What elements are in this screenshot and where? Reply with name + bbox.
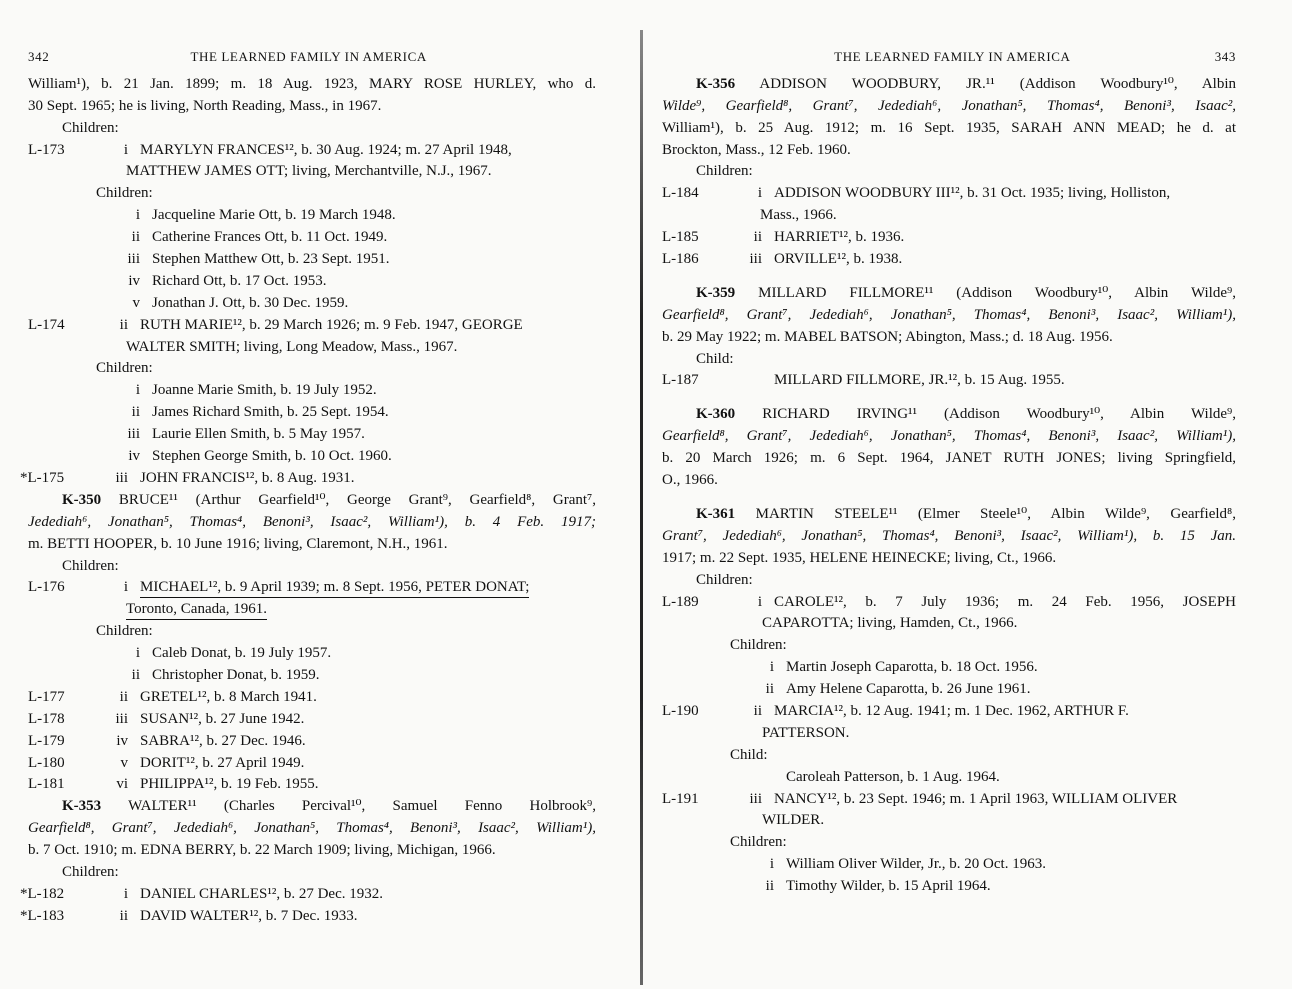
child-number: iii <box>749 790 762 807</box>
grandchild-item <box>28 380 596 402</box>
child-number: i <box>757 185 762 202</box>
entry-text: ADDISON WOODBURY III¹², b. 31 Oct. 1935; living, Holliston, <box>774 185 1171 202</box>
child-text: William Oliver Wilder, Jr., b. 20 Oct. 1963. <box>786 856 1046 873</box>
entry-text: SUSAN¹², b. 27 June 1942. <box>140 710 305 727</box>
children-label: Children: <box>96 185 153 202</box>
children-label: Children: <box>62 863 119 880</box>
family-id: K-360 <box>696 406 736 423</box>
grandchild-item <box>28 249 596 271</box>
text-line: William¹), b. 21 Jan. 1899; m. 18 Aug. 1923, MARY ROSE HURLEY, who d. <box>28 75 596 92</box>
child-number: i <box>123 141 128 158</box>
lineage-id: L-173 <box>28 141 65 158</box>
entry-text: WALTER SMITH; living, Long Meadow, Mass., 1967. <box>126 338 458 355</box>
child-text: Jacqueline Marie Ott, b. 19 March 1948. <box>152 207 396 224</box>
family-text: MARTIN STEELE¹¹ (Elmer Steele¹⁰, Albin Wilde⁹, Gearfield⁸, <box>755 505 1236 522</box>
child-number <box>662 767 786 789</box>
entry-text: DORIT¹², b. 27 April 1949. <box>140 754 305 771</box>
family-heading <box>28 796 596 818</box>
family-text: m. BETTI HOOPER, b. 10 June 1916; living, Claremont, N.H., 1961. <box>28 535 448 552</box>
grandchild-item <box>28 643 596 665</box>
child-number: iii <box>127 251 140 268</box>
lineage-id: *L-175 <box>20 469 65 486</box>
running-head: THE LEARNED FAMILY IN AMERICA <box>190 49 427 64</box>
child-number: i <box>123 579 128 596</box>
grandchild-item <box>662 657 1236 679</box>
lineage-entry <box>662 370 1236 392</box>
page-number: 342 <box>28 49 50 64</box>
child-number: ii <box>131 229 140 246</box>
child-text: Jonathan J. Ott, b. 30 Dec. 1959. <box>152 294 349 311</box>
grandchild-item <box>28 665 596 687</box>
entry-text: SABRA¹², b. 27 Dec. 1946. <box>140 732 306 749</box>
grandchild-item <box>662 854 1236 876</box>
lineage-id: L-185 <box>662 229 699 246</box>
lineage-id: L-181 <box>28 776 65 793</box>
family-text: Wilde⁹, Gearfield⁸, Grant⁷, Jedediah⁶, Jonathan⁵, Thomas⁴, Benoni³, Isaac², <box>662 97 1236 114</box>
entry-text: Mass., 1966. <box>760 207 837 224</box>
child-number: ii <box>119 316 128 333</box>
grandchild-item <box>28 446 596 468</box>
child-text: Joanne Marie Smith, b. 19 July 1952. <box>152 382 377 399</box>
children-label: Children: <box>730 637 787 654</box>
child-number: ii <box>131 666 140 683</box>
lineage-id: L-186 <box>662 251 699 268</box>
family-text: RICHARD IRVING¹¹ (Addison Woodbury¹⁰, Albin Wilde⁹, <box>762 406 1236 423</box>
lineage-entry <box>28 577 596 599</box>
entry-text: HARRIET¹², b. 1936. <box>774 229 905 246</box>
child-number: i <box>769 659 774 676</box>
children-label: Child: <box>696 350 734 367</box>
child-number: v <box>120 754 128 771</box>
entry-text: DANIEL CHARLES¹², b. 27 Dec. 1932. <box>140 885 383 902</box>
child-text: Amy Helene Caparotta, b. 26 June 1961. <box>786 681 1031 698</box>
child-text: Martin Joseph Caparotta, b. 18 Oct. 1956. <box>786 659 1038 676</box>
child-number: ii <box>765 878 774 895</box>
family-id: K-359 <box>696 284 736 301</box>
lineage-entry <box>662 227 1236 249</box>
child-number: ii <box>131 404 140 421</box>
children-label: Children: <box>62 119 119 136</box>
entry-text: DAVID WALTER¹², b. 7 Dec. 1933. <box>140 907 358 924</box>
child-number: ii <box>753 702 762 719</box>
lineage-entry <box>28 774 596 796</box>
children-label: Children: <box>62 557 119 574</box>
lineage-entry <box>662 592 1236 614</box>
child-text: James Richard Smith, b. 25 Sept. 1954. <box>152 404 389 421</box>
family-text: Gearfield⁸, Grant⁷, Jedediah⁶, Jonathan⁵, Thomas⁴, Benoni³, Isaac², William¹), <box>662 428 1236 445</box>
grandchild-item <box>28 402 596 424</box>
entry-text: PATTERSON. <box>762 724 850 741</box>
family-heading <box>662 74 1236 96</box>
child-number: iii <box>749 251 762 268</box>
entry-text: CAPAROTTA; living, Hamden, Ct., 1966. <box>762 615 1018 632</box>
child-number: i <box>135 382 140 399</box>
lineage-entry <box>28 315 596 337</box>
child-text: Stephen Matthew Ott, b. 23 Sept. 1951. <box>152 251 390 268</box>
child-number: i <box>123 885 128 902</box>
grandchild-item <box>662 679 1236 701</box>
entry-text: Toronto, Canada, 1961. <box>126 600 267 620</box>
family-text: Gearfield⁸, Grant⁷, Jedediah⁶, Jonathan⁵, Thomas⁴, Benoni³, Isaac², William¹), <box>28 820 596 837</box>
child-number: iii <box>115 710 128 727</box>
entry-text: PHILIPPA¹², b. 19 Feb. 1955. <box>140 776 319 793</box>
page-number: 343 <box>1214 49 1236 64</box>
running-head: THE LEARNED FAMILY IN AMERICA <box>834 49 1071 64</box>
lineage-entry <box>20 468 596 490</box>
child-number: iv <box>116 732 128 749</box>
child-number: iii <box>115 469 128 486</box>
lineage-entry <box>28 709 596 731</box>
entry-text: JOHN FRANCIS¹², b. 8 Aug. 1931. <box>140 469 355 486</box>
family-text: ADDISON WOODBURY, JR.¹¹ (Addison Woodbury¹⁰, Albin <box>759 75 1236 92</box>
child-number <box>724 370 774 392</box>
grandchild-item <box>662 876 1236 898</box>
lineage-id: L-187 <box>662 372 699 389</box>
lineage-id: L-180 <box>28 754 65 771</box>
entry-text: MILLARD FILLMORE, JR.¹², b. 15 Aug. 1955. <box>774 372 1065 389</box>
family-text: b. 7 Oct. 1910; m. EDNA BERRY, b. 22 March 1909; living, Michigan, 1966. <box>28 842 496 859</box>
entry-text: WILDER. <box>762 812 825 829</box>
children-label: Child: <box>730 746 768 763</box>
family-text: William¹), b. 25 Aug. 1912; m. 16 Sept. 1935, SARAH ANN MEAD; he d. at <box>662 119 1236 136</box>
lineage-id: L-190 <box>662 702 699 719</box>
family-text: 1917; m. 22 Sept. 1935, HELENE HEINECKE; living, Ct., 1966. <box>662 549 1057 566</box>
family-text: Jedediah⁶, Jonathan⁵, Thomas⁴, Benoni³, Isaac², William¹), b. 4 Feb. 1917; <box>28 513 596 530</box>
right-page-header <box>662 46 1236 68</box>
entry-text: GRETEL¹², b. 8 March 1941. <box>140 688 317 705</box>
child-number: i <box>757 593 762 610</box>
child-number: i <box>135 645 140 662</box>
lineage-entry <box>662 249 1236 271</box>
child-number: iii <box>127 426 140 443</box>
lineage-id: L-176 <box>28 579 65 596</box>
lineage-entry <box>662 701 1236 723</box>
family-text: MILLARD FILLMORE¹¹ (Addison Woodbury¹⁰, Albin Wilde⁹, <box>758 284 1236 301</box>
right-page <box>662 46 1236 898</box>
children-label: Children: <box>96 623 153 640</box>
entry-text: MARYLYN FRANCES¹², b. 30 Aug. 1924; m. 27 April 1948, <box>140 141 512 158</box>
child-number: ii <box>765 681 774 698</box>
lineage-id: *L-183 <box>20 907 65 924</box>
lineage-entry <box>28 753 596 775</box>
child-text: Caroleah Patterson, b. 1 Aug. 1964. <box>786 768 1000 785</box>
child-number: v <box>132 294 140 311</box>
lineage-id: L-174 <box>28 316 65 333</box>
child-text: Caleb Donat, b. 19 July 1957. <box>152 645 332 662</box>
child-number: ii <box>119 907 128 924</box>
text-line: 30 Sept. 1965; he is living, North Reading, Mass., in 1967. <box>28 97 382 114</box>
lineage-entry <box>28 687 596 709</box>
family-heading <box>662 504 1236 526</box>
children-label: Children: <box>696 163 753 180</box>
child-text: Stephen George Smith, b. 10 Oct. 1960. <box>152 448 392 465</box>
family-text: BRUCE¹¹ (Arthur Gearfield¹⁰, George Grant⁹, Gearfield⁸, Grant⁷, <box>118 491 596 508</box>
lineage-id: L-191 <box>662 790 699 807</box>
entry-text: CAROLE¹², b. 7 July 1936; m. 24 Feb. 1956, JOSEPH <box>774 593 1236 610</box>
lineage-entry <box>28 731 596 753</box>
child-text: Catherine Frances Ott, b. 11 Oct. 1949. <box>152 229 388 246</box>
lineage-entry <box>662 183 1236 205</box>
family-id: K-350 <box>62 491 102 508</box>
entry-text: MARCIA¹², b. 12 Aug. 1941; m. 1 Dec. 1962, ARTHUR F. <box>774 702 1129 719</box>
child-number: ii <box>753 229 762 246</box>
grandchild-item <box>28 271 596 293</box>
children-label: Children: <box>730 834 787 851</box>
entry-text: MICHAEL¹², b. 9 April 1939; m. 8 Sept. 1956, PETER DONAT; <box>140 578 529 598</box>
lineage-id: L-189 <box>662 593 699 610</box>
lineage-id: L-184 <box>662 185 699 202</box>
lineage-id: L-178 <box>28 710 65 727</box>
family-heading <box>662 404 1236 426</box>
left-page <box>20 46 596 928</box>
entry-text: NANCY¹², b. 23 Sept. 1946; m. 1 April 1963, WILLIAM OLIVER <box>774 790 1178 807</box>
lineage-id: L-179 <box>28 732 65 749</box>
grandchild-item <box>28 227 596 249</box>
lineage-entry <box>20 906 596 928</box>
family-text: Gearfield⁸, Grant⁷, Jedediah⁶, Jonathan⁵, Thomas⁴, Benoni³, Isaac², William¹), <box>662 306 1236 323</box>
grandchild-item <box>28 205 596 227</box>
family-text: b. 29 May 1922; m. MABEL BATSON; Abington, Mass.; d. 18 Aug. 1956. <box>662 328 1113 345</box>
children-label: Children: <box>696 571 753 588</box>
lineage-id: L-177 <box>28 688 65 705</box>
child-text: Christopher Donat, b. 1959. <box>152 666 320 683</box>
child-number: iv <box>128 448 140 465</box>
grandchild-item <box>28 424 596 446</box>
lineage-entry <box>20 884 596 906</box>
family-text: Grant⁷, Jedediah⁶, Jonathan⁵, Thomas⁴, Benoni³, Isaac², William¹), b. 15 Jan. <box>662 527 1236 544</box>
child-text: Richard Ott, b. 17 Oct. 1953. <box>152 272 327 289</box>
lineage-entry <box>28 140 596 162</box>
entry-text: MATTHEW JAMES OTT; living, Merchantville, N.J., 1967. <box>126 163 492 180</box>
left-page-header <box>28 46 596 68</box>
child-number: vi <box>116 776 128 793</box>
family-text: Brockton, Mass., 12 Feb. 1960. <box>662 141 851 158</box>
family-heading <box>662 283 1236 305</box>
family-id: K-353 <box>62 798 102 815</box>
family-id: K-361 <box>696 505 736 522</box>
book-gutter <box>640 30 643 985</box>
entry-text: ORVILLE¹², b. 1938. <box>774 251 903 268</box>
family-text: WALTER¹¹ (Charles Percival¹⁰, Samuel Fenno Holbrook⁹, <box>128 798 596 815</box>
child-text: Laurie Ellen Smith, b. 5 May 1957. <box>152 426 365 443</box>
lineage-entry <box>662 789 1236 811</box>
child-number: i <box>769 856 774 873</box>
grandchild-item <box>28 293 596 315</box>
family-text: O., 1966. <box>662 472 718 489</box>
family-id: K-356 <box>696 75 736 92</box>
child-number: ii <box>119 688 128 705</box>
family-text: b. 20 March 1926; m. 6 Sept. 1964, JANET RUTH JONES; living Springfield, <box>662 450 1236 467</box>
child-number: i <box>135 207 140 224</box>
child-number: iv <box>128 272 140 289</box>
children-label: Children: <box>96 360 153 377</box>
grandchild-item <box>662 767 1236 789</box>
entry-text: RUTH MARIE¹², b. 29 March 1926; m. 9 Feb. 1947, GEORGE <box>140 316 523 333</box>
lineage-id: *L-182 <box>20 885 65 902</box>
family-heading <box>28 490 596 512</box>
child-text: Timothy Wilder, b. 15 April 1964. <box>786 878 991 895</box>
